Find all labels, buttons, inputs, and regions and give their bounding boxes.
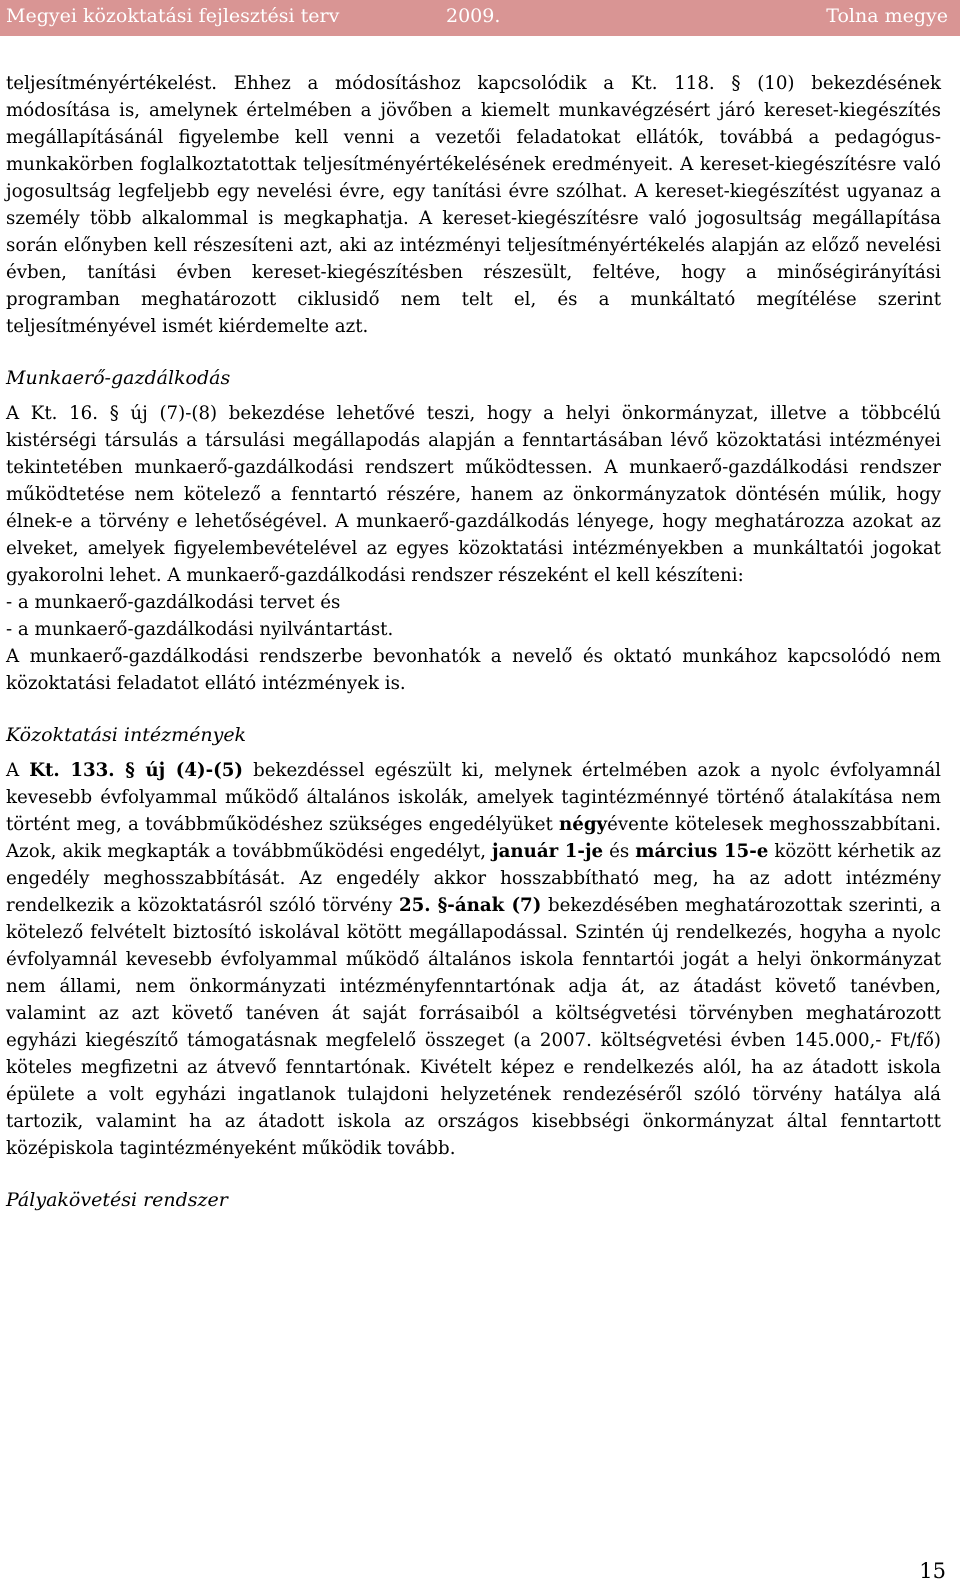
- page-number: 15: [919, 1559, 946, 1583]
- section-heading-institutions: Közoktatási intézmények: [6, 724, 247, 746]
- date-january: január 1-je: [492, 841, 604, 862]
- section-heading-workforce: Munkaerő-gazdálkodás: [6, 367, 231, 389]
- date-march: március 15-e: [635, 841, 769, 862]
- text-run: között kérhetik az engedély meghosszabbítását. Az engedély akkor hosszabbítható meg, ha az adott intézmény rendelkezik a közoktatásról szóló törvény: [6, 841, 941, 916]
- text-run: bekezdéssel egészült ki, melynek értelmében azok a nyolc évfolyamnál kevesebb évfolyammal működő általános iskolák, amelyek tagintézménnyé történő átalakítása nem történt meg, a továbbműködéshez szükséges engedélyüket: [6, 760, 941, 835]
- list-item: - a munkaerő-gazdálkodási tervet és: [6, 592, 341, 613]
- paragraph-workforce-scope: A munkaerő-gazdálkodási rendszerbe bevonhatók a nevelő és oktató munkához kapcsolódó nem közoktatási feladatot ellátó intézmények is.: [6, 646, 941, 694]
- list-item: - a munkaerő-gazdálkodási nyilvántartást.: [6, 619, 394, 640]
- header-year: 2009.: [446, 5, 501, 27]
- paragraph-workforce-management: A Kt. 16. § új (7)-(8) bekezdése lehetővé teszi, hogy a helyi önkormányzat, illetve a többcélú kistérségi társulás a társulási megállapodás alapján a fenntartásában lévő közoktatási intézményei tekintetében munkaerő-gazdálkodási rendszert működtessen. A munkaerő-gazdálkodási rendszer működtetése nem kötelező a fenntartó részére, hanem az önkormányzatok döntésén múlik, hogy élnek-e a törvény e lehetőségével. A munkaerő-gazdálkodás lényege, hogy meghatározza azokat az elveket, amelyek figyelembevételével az egyes közoktatási intézményekben a munkáltatói jogokat gyakorolni lehet. A munkaerő-gazdálkodási rendszer részeként el kell készíteni:: [6, 403, 941, 586]
- text-run: évente kötelesek meghosszabbítani. Azok, akik megkapták a továbbműködési engedélyt,: [6, 814, 941, 862]
- page-header: [0, 0, 960, 36]
- document-body: [6, 70, 941, 1214]
- text-run: és: [603, 841, 636, 862]
- paragraph-institutions: [6, 757, 941, 1162]
- section-heading-tracking: Pályakövetési rendszer: [6, 1189, 228, 1211]
- header-document-title: Megyei közoktatási fejlesztési terv: [6, 5, 340, 27]
- paragraph-performance-evaluation: teljesítményértékelést. Ehhez a módosításhoz kapcsolódik a Kt. 118. § (10) bekezdésének módosítása is, amelynek értelmében a jövőben a kiemelt munkavégzésért járó kereset-kiegészítés megállapításánál figyelembe kell venni a vezetői feladatokat ellátók, továbbá a pedagógus-munkakörben foglalkoztatottak teljesítményértékelésének eredményeit. A kereset-kiegészítésre való jogosultság legfeljebb egy nevelési évre, egy tanítási évre szólhat. A kereset-kiegészítést ugyanaz a személy több alkalommal is megkaphatja. A kereset-kiegészítésre való jogosultság megállapítása során előnyben kell részesíteni azt, aki az intézményi teljesítményértékelés alapján az előző nevelési évben, tanítási évben kereset-kiegészítésben részesült, feltéve, hogy a minőségirányítási programban meghatározott ciklusidő nem telt el, és a munkáltató megítélése szerint teljesítményével ismét kiérdemelte azt.: [6, 73, 941, 337]
- header-county: Tolna megye: [826, 5, 948, 27]
- emphasis-four: négy: [559, 814, 608, 835]
- law-reference-25: 25. §-ának (7): [398, 895, 542, 916]
- text-run: bekezdésében meghatározottak szerinti, a kötelező felvételt biztosító iskolával kötött megállapodással. Szintén új rendelkezés, hogyha a nyolc évfolyamnál kevesebb évfolyammal működő általános iskola fenntartói jogát a helyi önkormányzat nem állami, nem önkormányzati intézményfenntartónak adja át, az átadást követő tanévben, valamint az azt követő tanéven át saját forrásaiból a költségvetési törvényben meghatározott egyházi kiegészítő támogatásnak megfelelő összeget (a 2007. költségvetési évben 145.000,- Ft/fő) köteles megfizetni az átvevő fenntartónak. Kivételt képez e rendelkezés alól, ha az átadott iskola épülete a volt egyházi ingatlanok tulajdoni helyzetének rendezéséről szóló törvény hatálya alá tartozik, valamint ha az átadott iskola az országos kisebbségi önkormányzat által fenntartott középiskola tagintézményeként működik tovább.: [6, 895, 941, 1159]
- text-run: A: [6, 760, 30, 781]
- law-reference: Kt. 133. § új (4)-(5): [29, 760, 244, 781]
